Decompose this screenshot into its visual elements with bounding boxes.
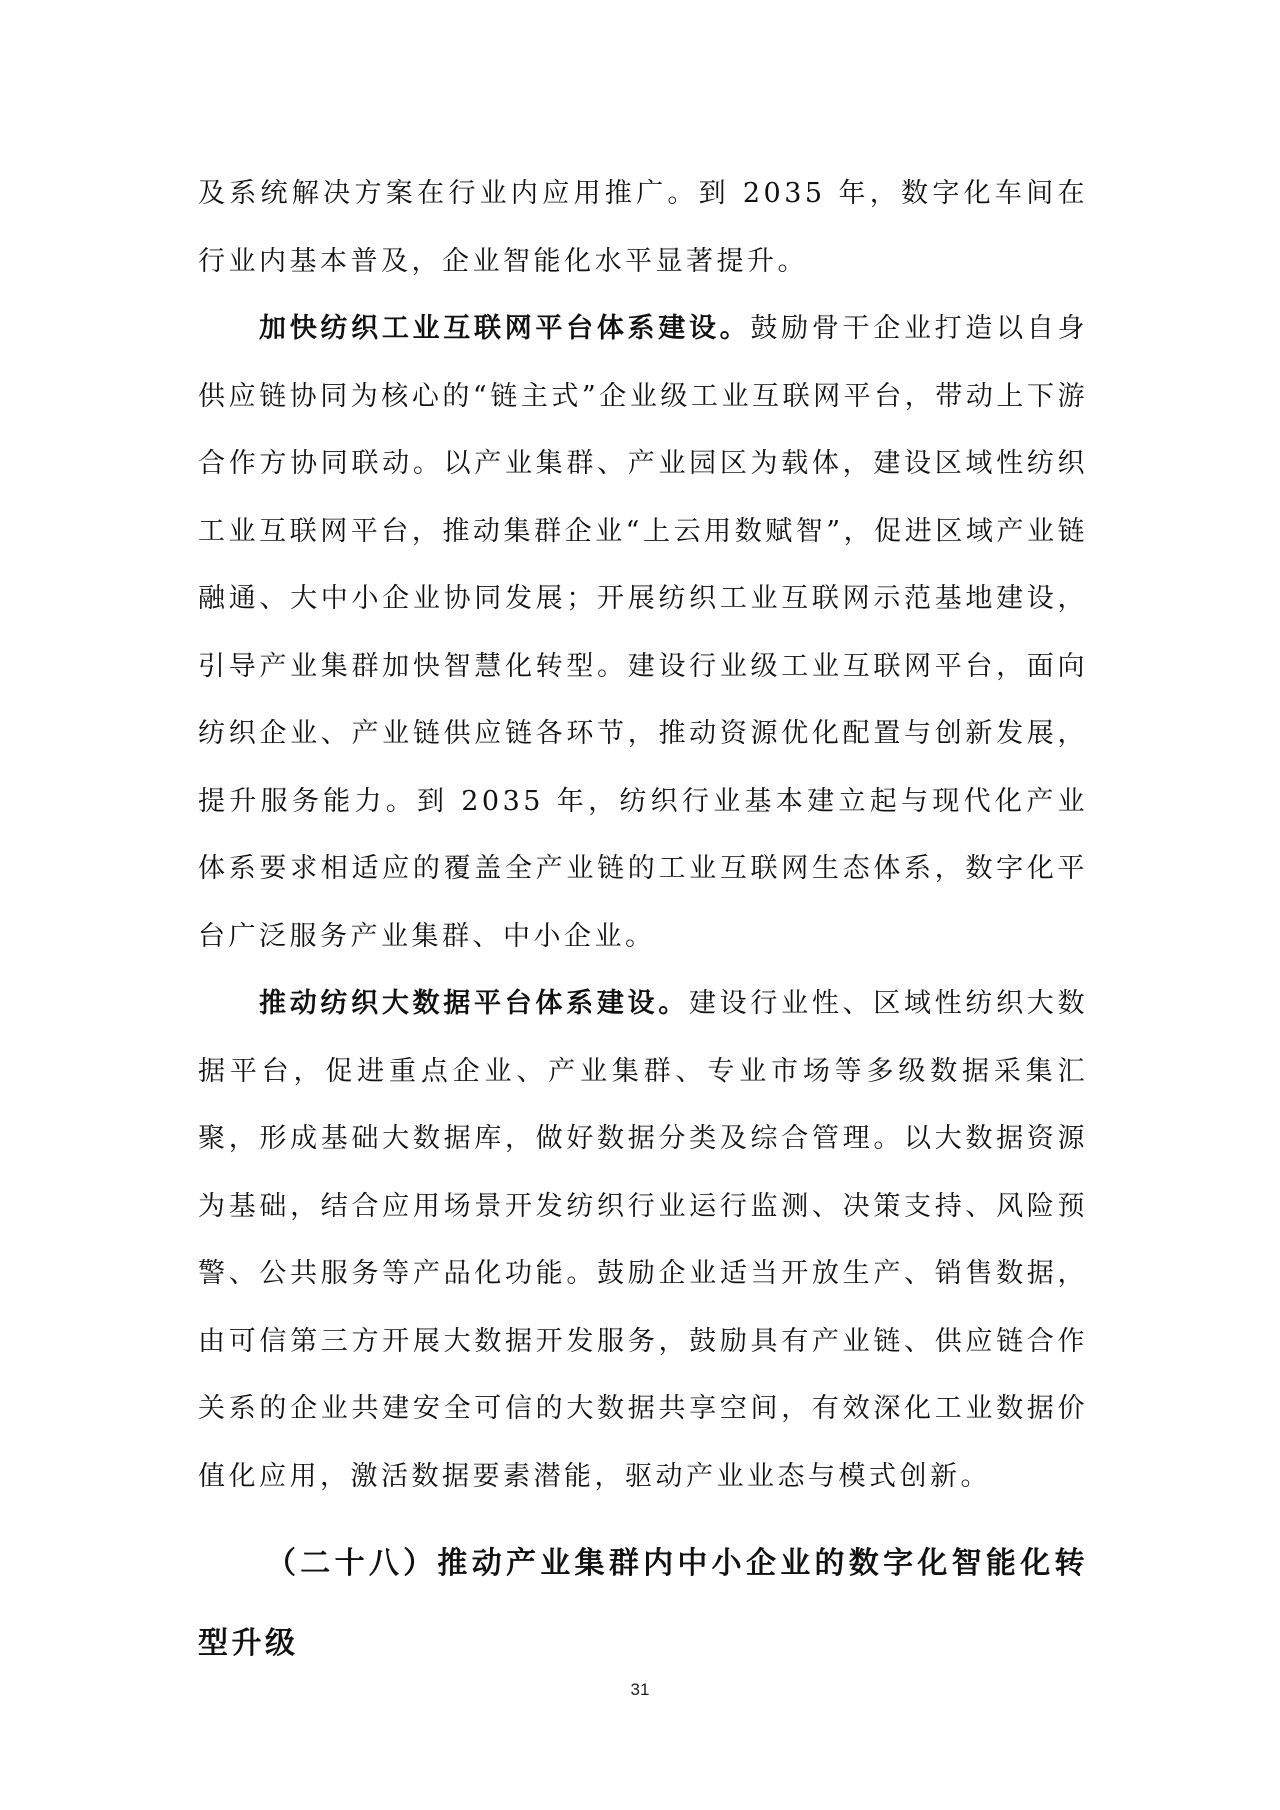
- paragraph-industrial-internet: [198, 295, 1088, 970]
- paragraph-text: 鼓励骨干企业打造以自身供应链协同为核心的“链主式”企业级工业互联网平台，带动上下游合作方协同联动。以产业集群、产业园区为载体，建设区域性纺织工业互联网平台，推动集群企业“上云用数赋智”，促进区域产业链融通、大中小企业协同发展；开展纺织工业互联网示范基地建设，引导产业集群加快智慧化转型。建设行业级工业互联网平台，面向纺织企业、产业链供应链各环节，推动资源优化配置与创新发展，提升服务能力。到 2035 年，纺织行业基本建立起与现代化产业体系要求相适应的覆盖全产业链的工业互联网生态体系，数字化平台广泛服务产业集群、中小企业。: [198, 313, 1089, 952]
- paragraph-continuation: [198, 160, 1088, 295]
- paragraph-text: 及系统解决方案在行业内应用推广。到 2035 年，数字化车间在行业内基本普及，企业智能化水平显著提升。: [198, 178, 1088, 277]
- page-body: [198, 160, 1088, 1684]
- paragraph-lead-heading: 推动纺织大数据平台体系建设。: [259, 988, 689, 1019]
- page-number: 31: [630, 1680, 650, 1699]
- section-heading: （二十八）推动产业集群内中小企业的数字化智能化转型升级: [198, 1546, 1088, 1661]
- paragraph-text: 建设行业性、区域性纺织大数据平台，促进重点企业、产业集群、专业市场等多级数据采集汇聚，形成基础大数据库，做好数据分类及综合管理。以大数据资源为基础，结合应用场景开发纺织行业运行监测、决策支持、风险预警、公共服务等产品化功能。鼓励企业适当开放生产、销售数据，由可信第三方开展大数据开发服务，鼓励具有产业链、供应链合作关系的企业共建安全可信的大数据共享空间，有效深化工业数据价值化应用，激活数据要素潜能，驱动产业业态与模式创新。: [198, 988, 1089, 1492]
- paragraph-big-data-platform: [198, 970, 1088, 1510]
- paragraph-lead-heading: 加快纺织工业互联网平台体系建设。: [259, 313, 751, 344]
